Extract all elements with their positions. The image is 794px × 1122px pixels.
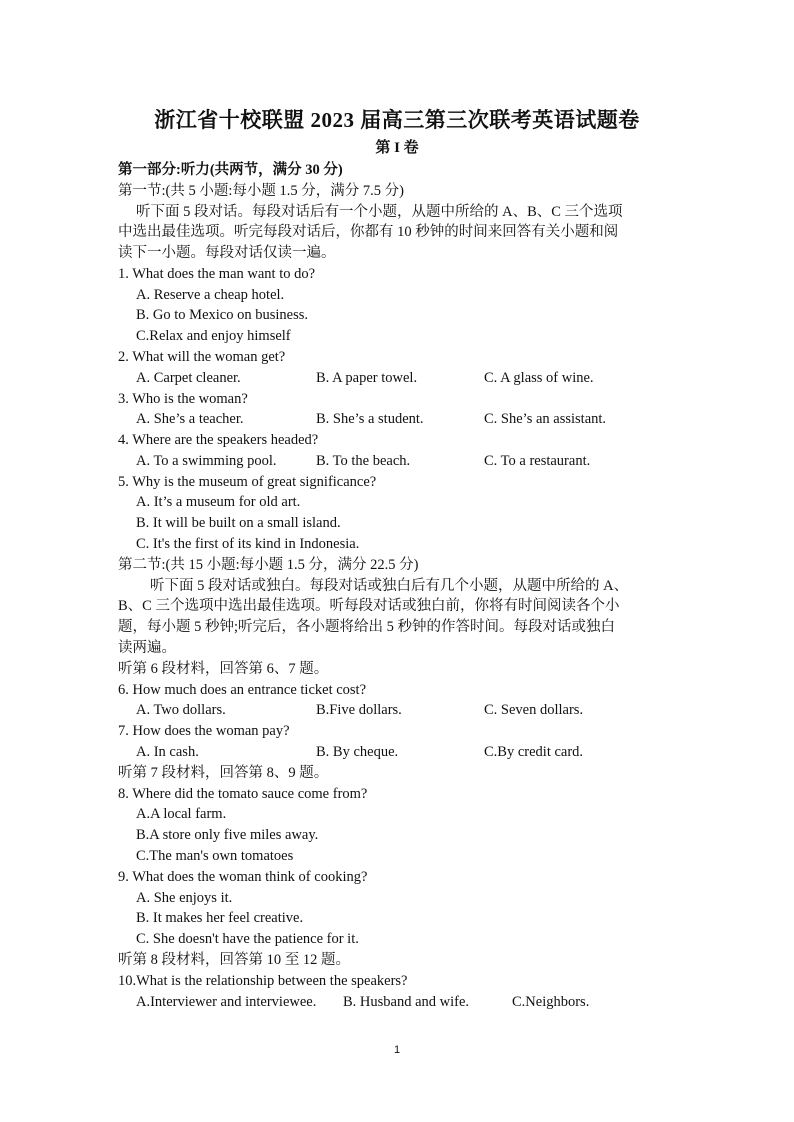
- question-6-option-a: A. Two dollars.: [136, 702, 226, 718]
- question-8-option-c: C.The man's own tomatoes: [136, 848, 294, 864]
- question-2-option-a: A. Carpet cleaner.: [136, 370, 241, 386]
- question-3-option-a: A. She’s a teacher.: [136, 411, 244, 427]
- question-9-option-a: A. She enjoys it.: [136, 890, 233, 906]
- question-5-stem: 5. Why is the museum of great significance?: [118, 474, 377, 490]
- question-7-option-b: B. By cheque.: [316, 744, 399, 760]
- question-3-option-c: C. She’s an assistant.: [484, 411, 607, 427]
- exam-title: 浙江省十校联盟 2023 届高三第三次联考英语试题卷: [154, 108, 640, 132]
- question-9-stem: 9. What does the woman think of cooking?: [118, 869, 368, 885]
- question-8-option-a: A.A local farm.: [136, 806, 227, 822]
- question-5-option-c: C. It's the first of its kind in Indonesia.: [136, 536, 360, 552]
- question-6-option-c: C. Seven dollars.: [484, 702, 584, 718]
- section2-instruction-line: 读两遍。: [118, 640, 176, 656]
- question-4-option-a: A. To a swimming pool.: [136, 453, 277, 469]
- question-10-stem: 10.What is the relationship between the speakers?: [118, 973, 408, 989]
- material-7-heading: 听第 7 段材料，回答第 8、9 题。: [118, 765, 329, 781]
- question-10-option-c: C.Neighbors.: [512, 994, 590, 1010]
- section1-instruction-line: 听下面 5 段对话。每段对话后有一个小题，从题中所给的 A、B、C 三个选项: [136, 204, 623, 220]
- question-10-option-a: A.Interviewer and interviewee.: [136, 994, 317, 1010]
- question-10-option-b: B. Husband and wife.: [343, 994, 470, 1010]
- question-9-option-c: C. She doesn't have the patience for it.: [136, 931, 359, 947]
- section1-heading: 第一节:(共 5 小题:每小题 1.5 分，满分 7.5 分): [118, 183, 404, 199]
- material-8-heading: 听第 8 段材料，回答第 10 至 12 题。: [118, 952, 350, 968]
- question-8-stem: 8. Where did the tomato sauce come from?: [118, 786, 368, 802]
- section1-instruction-line: 读下一小题。每段对话仅读一遍。: [118, 245, 336, 261]
- question-4-stem: 4. Where are the speakers headed?: [118, 432, 319, 448]
- question-1-stem: 1. What does the man want to do?: [118, 266, 316, 282]
- question-8-option-b: B.A store only five miles away.: [136, 827, 319, 843]
- volume-label: 第 I 卷: [375, 140, 419, 156]
- question-2-option-b: B. A paper towel.: [316, 370, 418, 386]
- question-6-stem: 6. How much does an entrance ticket cost?: [118, 682, 367, 698]
- question-4-option-c: C. To a restaurant.: [484, 453, 591, 469]
- question-3-option-b: B. She’s a student.: [316, 411, 424, 427]
- question-1-option-b: B. Go to Mexico on business.: [136, 307, 308, 323]
- page-number: 1: [393, 1044, 401, 1056]
- section2-instruction-line: B、C 三个选项中选出最佳选项。听每段对话或独白前，你将有时间阅读各个小: [118, 598, 620, 614]
- question-1-option-c: C.Relax and enjoy himself: [136, 328, 291, 344]
- question-7-option-a: A. In cash.: [136, 744, 199, 760]
- material-6-heading: 听第 6 段材料，回答第 6、7 题。: [118, 661, 329, 677]
- section2-heading: 第二节:(共 15 小题:每小题 1.5 分，满分 22.5 分): [118, 557, 419, 573]
- question-5-option-b: B. It will be built on a small island.: [136, 515, 341, 531]
- question-3-stem: 3. Who is the woman?: [118, 391, 248, 407]
- question-9-option-b: B. It makes her feel creative.: [136, 910, 304, 926]
- question-7-option-c: C.By credit card.: [484, 744, 584, 760]
- section2-instruction-line: 题，每小题 5 秒钟;听完后，各小题将给出 5 秒钟的作答时间。每段对话或独白: [118, 619, 616, 635]
- part1-heading: 第一部分:听力(共两节，满分 30 分): [118, 162, 343, 178]
- question-5-option-a: A. It’s a museum for old art.: [136, 494, 301, 510]
- section1-instruction-line: 中选出最佳选项。听完每段对话后，你都有 10 秒钟的时间来回答有关小题和阅: [118, 224, 619, 240]
- question-6-option-b: B.Five dollars.: [316, 702, 402, 718]
- question-1-option-a: A. Reserve a cheap hotel.: [136, 287, 285, 303]
- question-7-stem: 7. How does the woman pay?: [118, 723, 290, 739]
- section2-instruction-line: 听下面 5 段对话或独白。每段对话或独白后有几个小题，从题中所给的 A、: [150, 578, 629, 594]
- question-4-option-b: B. To the beach.: [316, 453, 411, 469]
- question-2-option-c: C. A glass of wine.: [484, 370, 594, 386]
- question-2-stem: 2. What will the woman get?: [118, 349, 286, 365]
